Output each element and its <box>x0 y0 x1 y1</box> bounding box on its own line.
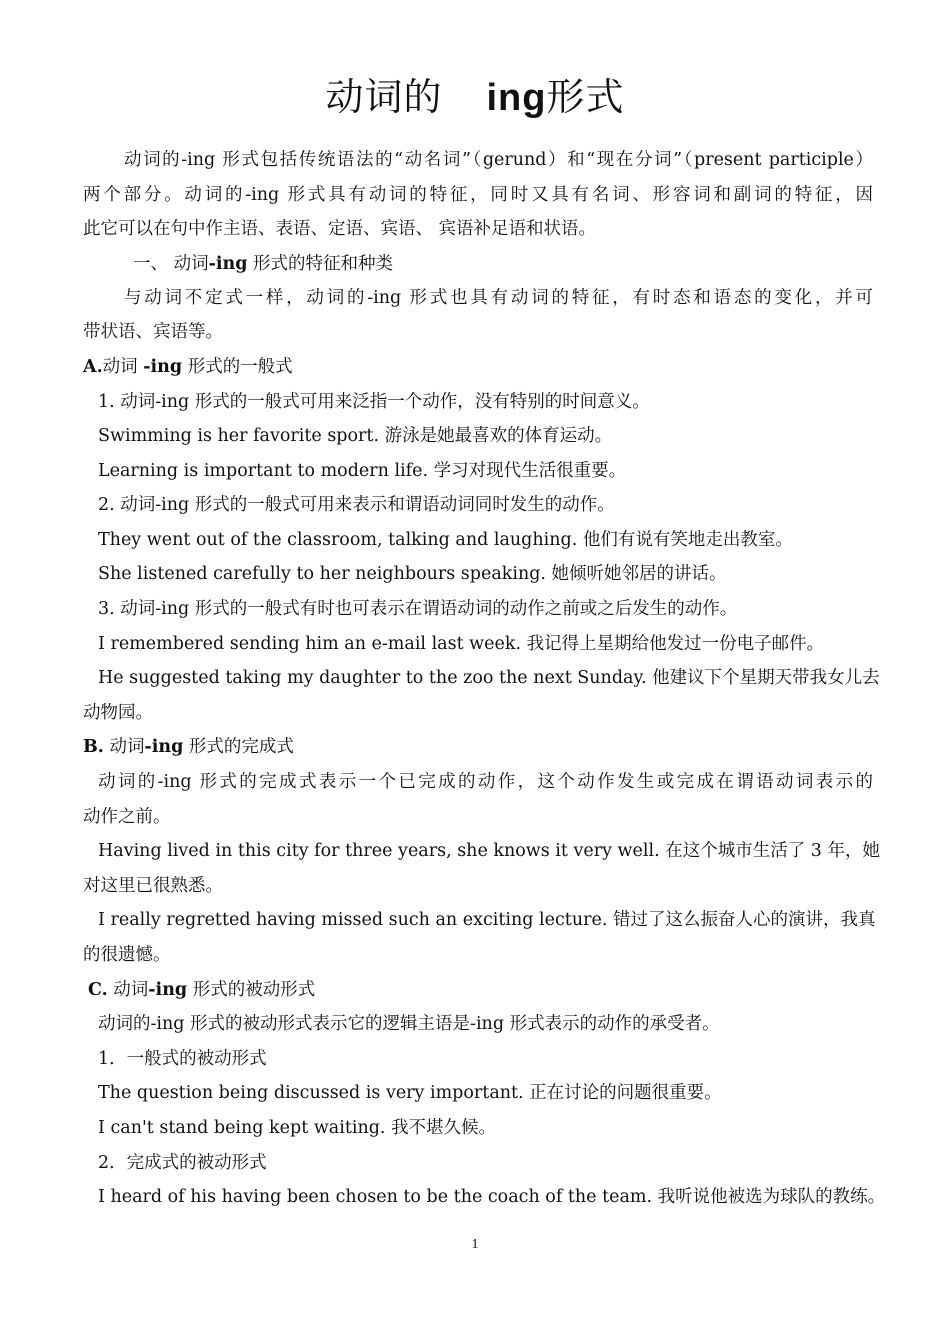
a3-example-1: I remembered sending him an e-mail last week. 我记得上星期给他发过一份电子邮件。 <box>98 634 825 654</box>
a2-example-2: She listened carefully to her neighbours speaking. 她倾听她邻居的讲话。 <box>98 564 727 584</box>
c1-heading: 1．一般式的被动形式 <box>98 1049 267 1069</box>
c1-example-2: I can't stand being kept waiting. 我不堪久候。 <box>98 1118 497 1138</box>
intro-line-2: 两个部分。动词的-ing 形式具有动词的特征，同时又具有名词、形容词和副词的特征，因 <box>83 185 873 205</box>
a1-example-2: Learning is important to modern life. 学习对现代生活很重要。 <box>98 461 627 481</box>
heading-a-label: A. <box>83 357 103 377</box>
b-example-1-line-2: 对这里已很熟悉。 <box>83 876 223 896</box>
heading-a-text1: 动词 <box>102 357 144 377</box>
a1-rule: 1. 动词-ing 形式的一般式可用来泛指一个动作，没有特别的时间意义。 <box>98 392 650 412</box>
a1-example-1: Swimming is her favorite sport. 游泳是她最喜欢的体育运动。 <box>98 426 613 446</box>
c2-example-1: I heard of his having been chosen to be the coach of the team. 我听说他被选为球队的教练。 <box>98 1187 886 1207</box>
section-1-bold: -ing <box>208 254 248 274</box>
heading-b <box>83 735 873 759</box>
a2-rule: 2. 动词-ing 形式的一般式可用来表示和谓语动词同时发生的动作。 <box>98 495 615 515</box>
heading-c-bold: -ing <box>148 980 188 1000</box>
heading-c-text1: 动词 <box>107 980 149 1000</box>
page-title <box>0 66 950 121</box>
a3-example-2-line-1: He suggested taking my daughter to the zoo the next Sunday. 他建议下个星期天带我女儿去 <box>98 668 880 688</box>
intro-line-1: 动词的-ing 形式包括传统语法的“动名词”（gerund）和“现在分词”（present participle） <box>124 150 873 170</box>
heading-c-label: C. <box>88 980 108 1000</box>
title-part-3: 形式 <box>546 75 625 119</box>
p1-line-2: 带状语、宾语等。 <box>83 322 223 342</box>
c2-heading: 2．完成式的被动形式 <box>98 1153 267 1173</box>
section-1-num: 一、 动词 <box>133 254 209 274</box>
heading-c-text2: 形式的被动形式 <box>187 980 316 1000</box>
c1-example-1: The question being discussed is very important. 正在讨论的问题很重要。 <box>98 1083 722 1103</box>
c-definition: 动词的-ing 形式的被动形式表示它的逻辑主语是-ing 形式表示的动作的承受者。 <box>98 1014 720 1034</box>
p1-line-1: 与动词不定式一样，动词的-ing 形式也具有动词的特征，有时态和语态的变化，并可 <box>124 288 873 308</box>
b-example-2-line-1: I really regretted having missed such an exciting lecture. 错过了这么振奋人心的演讲，我真 <box>98 910 876 930</box>
a2-example-1: They went out of the classroom, talking and laughing. 他们有说有笑地走出教室。 <box>98 530 793 550</box>
a3-rule: 3. 动词-ing 形式的一般式有时也可表示在谓语动词的动作之前或之后发生的动作。 <box>98 599 738 619</box>
heading-a-bold: -ing <box>143 357 183 377</box>
heading-b-text1: 动词 <box>103 737 145 757</box>
heading-b-bold: -ing <box>144 737 184 757</box>
b-definition-line-1: 动词的-ing 形式的完成式表示一个已完成的动作，这个动作发生或完成在谓语动词表示的 <box>98 772 873 792</box>
heading-a <box>83 355 873 379</box>
heading-c <box>88 978 878 1002</box>
heading-a-text2: 形式的一般式 <box>182 357 293 377</box>
b-example-2-line-2: 的很遗憾。 <box>83 945 171 965</box>
section-1-rest: 形式的特征和种类 <box>247 254 393 274</box>
intro-line-3: 此它可以在句中作主语、表语、定语、宾语、 宾语补足语和状语。 <box>83 219 597 239</box>
page-number: 1 <box>471 1237 479 1252</box>
heading-b-label: B. <box>83 737 104 757</box>
b-definition-line-2: 动作之前。 <box>83 807 171 827</box>
heading-b-text2: 形式的完成式 <box>183 737 294 757</box>
title-part-1: 动词的 <box>325 75 443 119</box>
section-1-heading <box>133 252 923 276</box>
title-part-2: ing <box>486 77 547 119</box>
b-example-1-line-1: Having lived in this city for three years, she knows it very well. 在这个城市生活了 3 年，她 <box>98 841 880 861</box>
a3-example-2-line-2: 动物园。 <box>83 703 153 723</box>
